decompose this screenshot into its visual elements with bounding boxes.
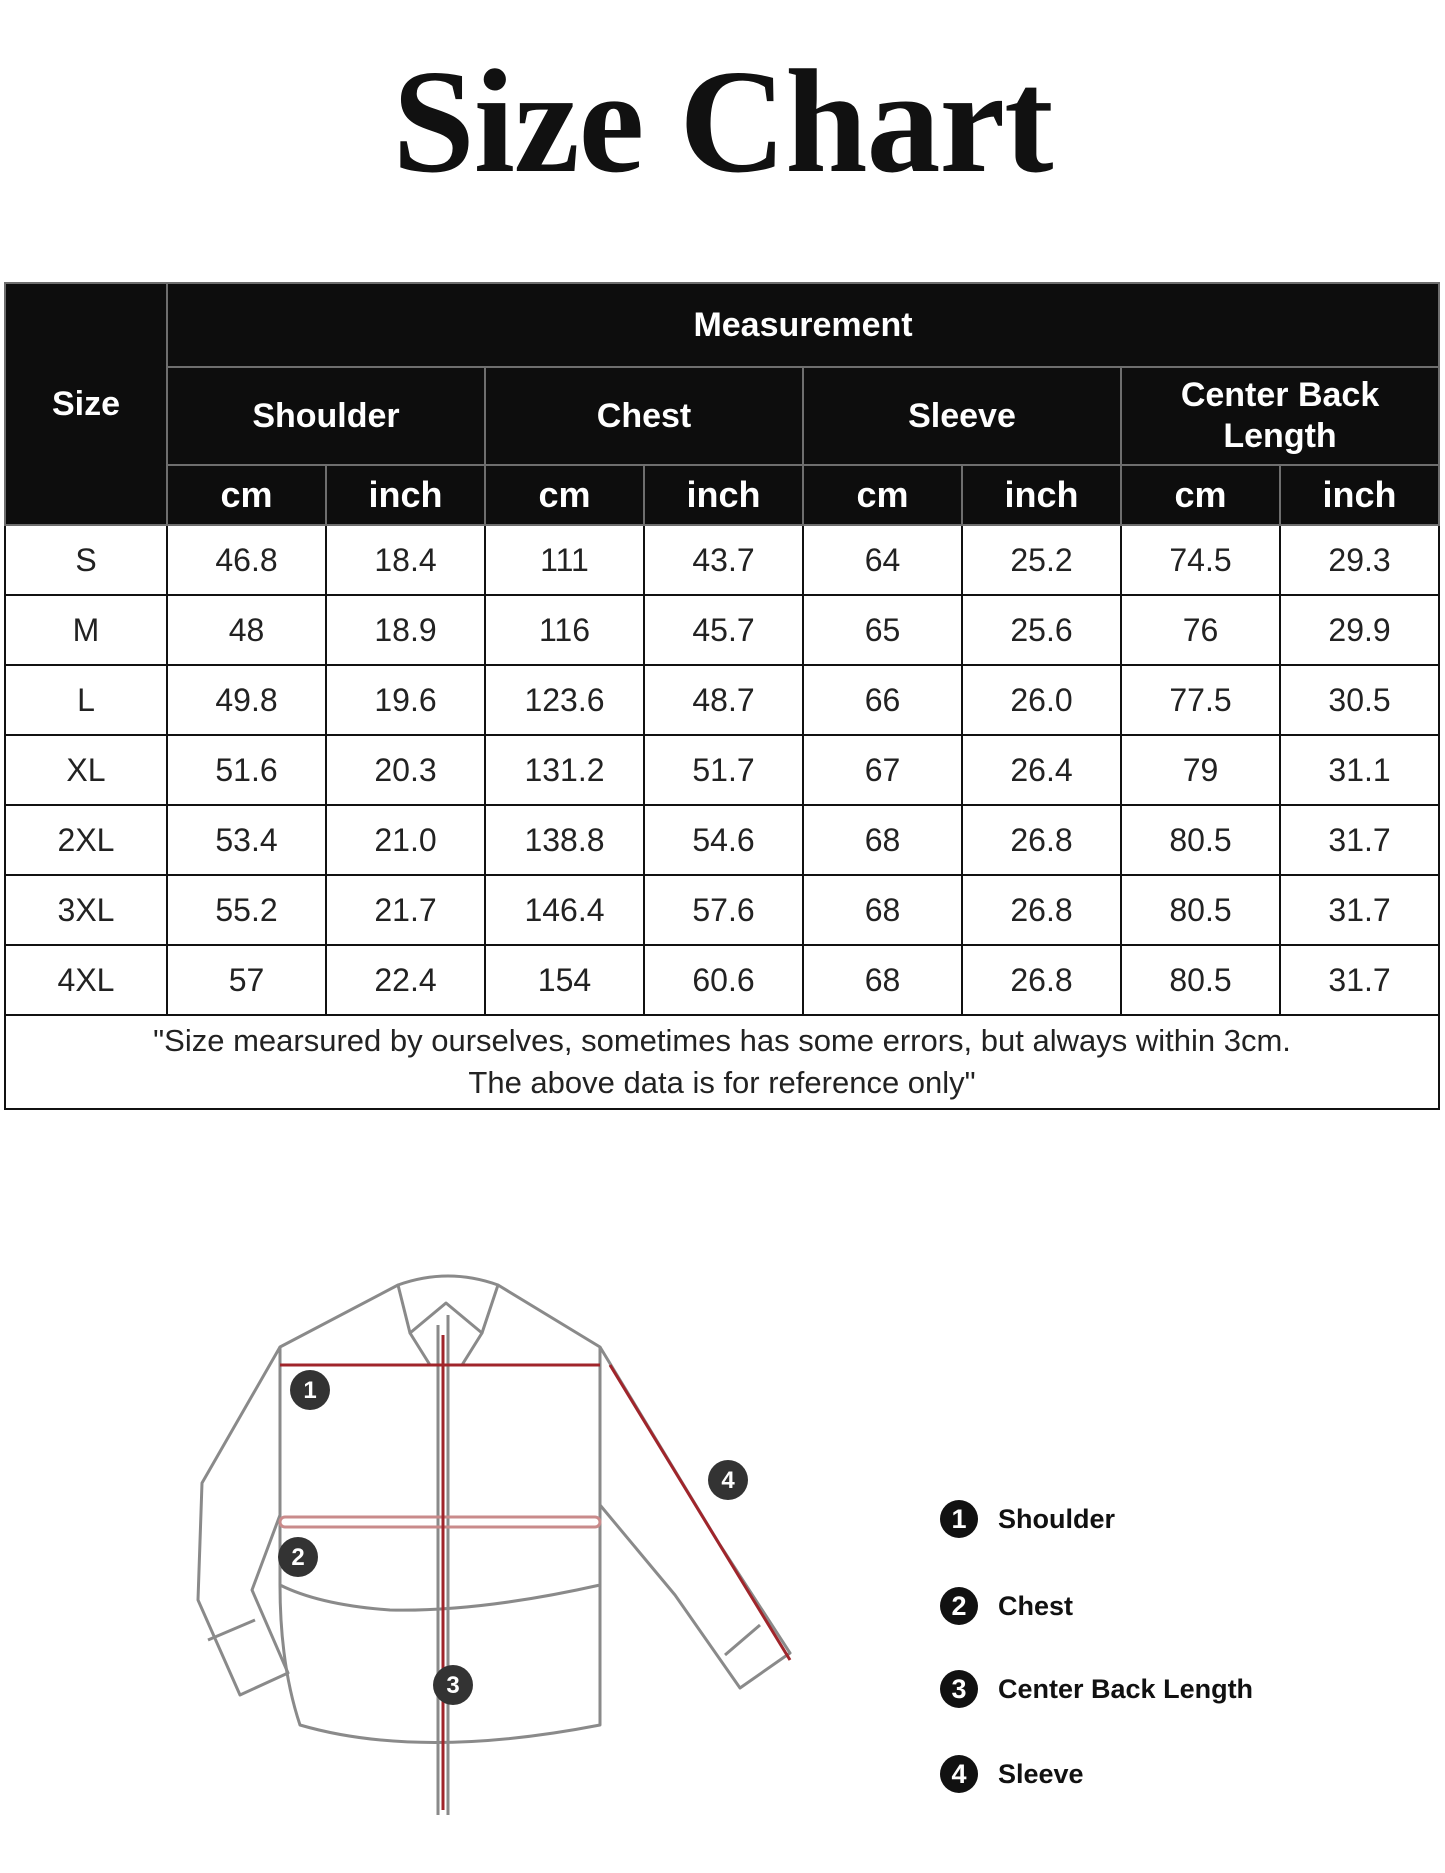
value-cell: 67 bbox=[803, 735, 962, 805]
legend-item-sleeve bbox=[940, 1755, 1084, 1793]
value-cell: 29.3 bbox=[1280, 525, 1439, 595]
value-cell: 53.4 bbox=[167, 805, 326, 875]
value-cell: 31.7 bbox=[1280, 805, 1439, 875]
legend-marker-4-icon: 4 bbox=[940, 1755, 978, 1793]
value-cell: 26.4 bbox=[962, 735, 1121, 805]
value-cell: 68 bbox=[803, 805, 962, 875]
measurement-header: Measurement bbox=[167, 283, 1439, 367]
value-cell: 57.6 bbox=[644, 875, 803, 945]
value-cell: 116 bbox=[485, 595, 644, 665]
value-cell: 26.8 bbox=[962, 805, 1121, 875]
legend-marker-2-icon: 2 bbox=[940, 1587, 978, 1625]
table-row bbox=[5, 735, 1439, 805]
legend-label: Sleeve bbox=[998, 1758, 1084, 1789]
value-cell: 76 bbox=[1121, 595, 1280, 665]
group-header-shoulder: Shoulder bbox=[167, 367, 485, 465]
value-cell: 51.7 bbox=[644, 735, 803, 805]
size-cell: M bbox=[5, 595, 167, 665]
table-row bbox=[5, 875, 1439, 945]
marker-3-label: 3 bbox=[446, 1672, 460, 1699]
value-cell: 29.9 bbox=[1280, 595, 1439, 665]
value-cell: 68 bbox=[803, 875, 962, 945]
value-cell: 25.6 bbox=[962, 595, 1121, 665]
marker-2-label: 2 bbox=[291, 1544, 305, 1571]
value-cell: 43.7 bbox=[644, 525, 803, 595]
value-cell: 146.4 bbox=[485, 875, 644, 945]
value-cell: 65 bbox=[803, 595, 962, 665]
value-cell: 31.7 bbox=[1280, 945, 1439, 1015]
value-cell: 26.8 bbox=[962, 945, 1121, 1015]
group-header-center-back-length: Center Back Length bbox=[1121, 367, 1439, 465]
value-cell: 60.6 bbox=[644, 945, 803, 1015]
value-cell: 48 bbox=[167, 595, 326, 665]
table-row bbox=[5, 805, 1439, 875]
marker-1-label: 1 bbox=[303, 1377, 317, 1404]
value-cell: 64 bbox=[803, 525, 962, 595]
group-header-chest: Chest bbox=[485, 367, 803, 465]
value-cell: 51.6 bbox=[167, 735, 326, 805]
value-cell: 77.5 bbox=[1121, 665, 1280, 735]
value-cell: 22.4 bbox=[326, 945, 485, 1015]
legend-label: Center Back Length bbox=[998, 1673, 1254, 1704]
value-cell: 20.3 bbox=[326, 735, 485, 805]
table-row bbox=[5, 595, 1439, 665]
value-cell: 46.8 bbox=[167, 525, 326, 595]
legend-label: Chest bbox=[998, 1590, 1074, 1621]
value-cell: 68 bbox=[803, 945, 962, 1015]
value-cell: 80.5 bbox=[1121, 875, 1280, 945]
unit-header-row bbox=[5, 465, 1439, 525]
group-header-sleeve: Sleeve bbox=[803, 367, 1121, 465]
value-cell: 31.1 bbox=[1280, 735, 1439, 805]
value-cell: 31.7 bbox=[1280, 875, 1439, 945]
unit-header-inch: inch bbox=[1280, 465, 1439, 525]
table-note bbox=[5, 1015, 1439, 1109]
value-cell: 80.5 bbox=[1121, 945, 1280, 1015]
table-row bbox=[5, 945, 1439, 1015]
unit-header-cm: cm bbox=[167, 465, 326, 525]
legend-label: Shoulder bbox=[998, 1503, 1116, 1534]
value-cell: 154 bbox=[485, 945, 644, 1015]
size-cell: S bbox=[5, 525, 167, 595]
value-cell: 131.2 bbox=[485, 735, 644, 805]
unit-header-cm: cm bbox=[803, 465, 962, 525]
value-cell: 111 bbox=[485, 525, 644, 595]
value-cell: 26.8 bbox=[962, 875, 1121, 945]
table-note-line-1: "Size mearsured by ourselves, sometimes has some errors, but always within 3cm. bbox=[153, 1023, 1291, 1058]
chest-line bbox=[280, 1517, 600, 1527]
size-cell: L bbox=[5, 665, 167, 735]
unit-header-cm: cm bbox=[1121, 465, 1280, 525]
value-cell: 123.6 bbox=[485, 665, 644, 735]
size-header: Size bbox=[5, 283, 167, 525]
page-title: Size Chart bbox=[392, 40, 1053, 204]
legend-item-shoulder bbox=[940, 1500, 1115, 1538]
value-cell: 55.2 bbox=[167, 875, 326, 945]
legend-item-center-back-length bbox=[940, 1670, 1253, 1708]
value-cell: 80.5 bbox=[1121, 805, 1280, 875]
value-cell: 18.4 bbox=[326, 525, 485, 595]
unit-header-cm: cm bbox=[485, 465, 644, 525]
value-cell: 30.5 bbox=[1280, 665, 1439, 735]
unit-header-inch: inch bbox=[962, 465, 1121, 525]
value-cell: 26.0 bbox=[962, 665, 1121, 735]
value-cell: 49.8 bbox=[167, 665, 326, 735]
legend-marker-3-icon: 3 bbox=[940, 1670, 978, 1708]
value-cell: 54.6 bbox=[644, 805, 803, 875]
size-cell: 4XL bbox=[5, 945, 167, 1015]
table-row bbox=[5, 665, 1439, 735]
size-cell: 2XL bbox=[5, 805, 167, 875]
value-cell: 19.6 bbox=[326, 665, 485, 735]
legend-marker-1-icon: 1 bbox=[940, 1500, 978, 1538]
value-cell: 21.7 bbox=[326, 875, 485, 945]
value-cell: 48.7 bbox=[644, 665, 803, 735]
legend-item-chest bbox=[940, 1587, 1073, 1625]
value-cell: 18.9 bbox=[326, 595, 485, 665]
value-cell: 66 bbox=[803, 665, 962, 735]
value-cell: 79 bbox=[1121, 735, 1280, 805]
measurement-lines bbox=[280, 1335, 790, 1810]
size-cell: XL bbox=[5, 735, 167, 805]
table-row bbox=[5, 525, 1439, 595]
table-note-line-2: The above data is for reference only" bbox=[468, 1065, 976, 1100]
value-cell: 57 bbox=[167, 945, 326, 1015]
value-cell: 45.7 bbox=[644, 595, 803, 665]
value-cell: 138.8 bbox=[485, 805, 644, 875]
size-table bbox=[4, 282, 1440, 1110]
shirt-diagram bbox=[180, 1255, 860, 1865]
size-cell: 3XL bbox=[5, 875, 167, 945]
unit-header-inch: inch bbox=[326, 465, 485, 525]
value-cell: 74.5 bbox=[1121, 525, 1280, 595]
marker-4-label: 4 bbox=[721, 1467, 735, 1494]
sleeve-line bbox=[610, 1365, 790, 1660]
value-cell: 25.2 bbox=[962, 525, 1121, 595]
unit-header-inch: inch bbox=[644, 465, 803, 525]
value-cell: 21.0 bbox=[326, 805, 485, 875]
